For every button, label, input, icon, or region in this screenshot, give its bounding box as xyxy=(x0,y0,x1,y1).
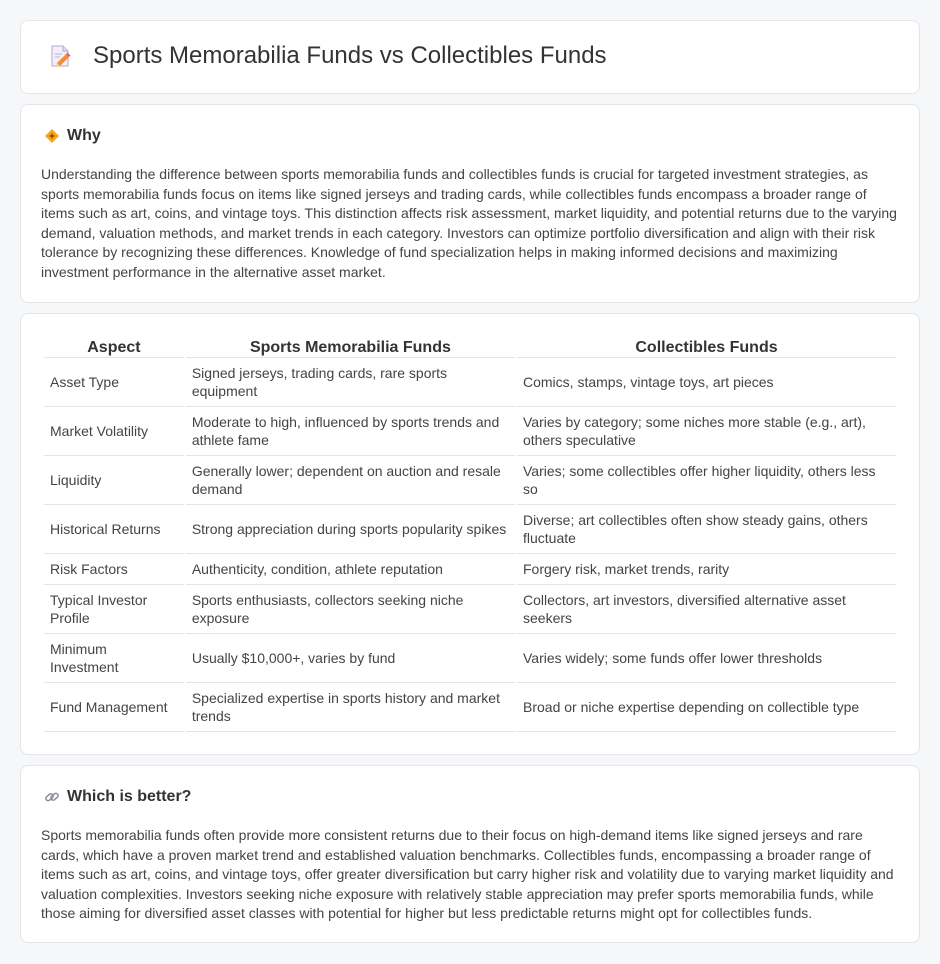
header-card xyxy=(20,20,920,94)
table-cell: Authenticity, condition, athlete reputation xyxy=(186,554,515,585)
table-cell: Fund Management xyxy=(44,683,184,732)
column-header: Sports Memorabilia Funds xyxy=(186,334,515,358)
why-section xyxy=(20,104,920,303)
table-cell: Usually $10,000+, varies by fund xyxy=(186,634,515,683)
table-cell: Varies; some collectibles offer higher liquidity, others less so xyxy=(517,456,896,505)
table-cell: Sports enthusiasts, collectors seeking niche exposure xyxy=(186,585,515,634)
table-row xyxy=(44,683,896,732)
table-cell: Specialized expertise in sports history and market trends xyxy=(186,683,515,732)
table-cell: Liquidity xyxy=(44,456,184,505)
table-row xyxy=(44,554,896,585)
table-cell: Risk Factors xyxy=(44,554,184,585)
table-row xyxy=(44,456,896,505)
table-row xyxy=(44,407,896,456)
table-header-row xyxy=(44,334,896,358)
column-header: Aspect xyxy=(44,334,184,358)
better-heading xyxy=(43,788,191,806)
table-cell: Minimum Investment xyxy=(44,634,184,683)
memo-pencil-icon xyxy=(45,41,75,71)
table-cell: Historical Returns xyxy=(44,505,184,554)
table-cell: Comics, stamps, vintage toys, art pieces xyxy=(517,358,896,407)
column-header: Collectibles Funds xyxy=(517,334,896,358)
table-cell: Varies widely; some funds offer lower thresholds xyxy=(517,634,896,683)
table-cell: Asset Type xyxy=(44,358,184,407)
table-cell: Forgery risk, market trends, rarity xyxy=(517,554,896,585)
comparison-table xyxy=(42,334,898,732)
why-title: Why xyxy=(67,127,101,144)
why-heading xyxy=(43,127,101,145)
better-title: Which is better? xyxy=(67,788,192,805)
table-row xyxy=(44,585,896,634)
comparison-table-card xyxy=(20,313,920,755)
table-cell: Signed jerseys, trading cards, rare sports equipment xyxy=(186,358,515,407)
table-cell: Moderate to high, influenced by sports trends and athlete fame xyxy=(186,407,515,456)
table-cell: Generally lower; dependent on auction and resale demand xyxy=(186,456,515,505)
which-is-better-section xyxy=(20,765,920,943)
title-row xyxy=(45,41,607,71)
table-row xyxy=(44,634,896,683)
why-paragraph: Understanding the difference between sports memorabilia funds and collectibles funds is crucial for targeted investment strategies, as sports memorabilia funds focus on items like signed jerseys and trading cards, while collectibles funds encompass a broader range of items such as art, coins, and vintage toys. This distinction affects risk assessment, market liquidity, and potential returns due to the varying demand, valuation methods, and market trends in each category. Investors can optimize portfolio diversification and align with their risk tolerance by recognizing these differences. Knowledge of fund specialization helps in making informed decisions and maximizing investment performance in the alternative asset market. xyxy=(41,166,897,280)
page-title: Sports Memorabilia Funds vs Collectibles Funds xyxy=(93,42,607,69)
table-row xyxy=(44,358,896,407)
better-paragraph: Sports memorabilia funds often provide more consistent returns due to their focus on high-demand items like signed jerseys and rare cards, which have a proven market trend and established valuation benchmarks. Collectibles funds, encompassing a broader range of items such as art, coins, and vintage toys, offer greater diversification but carry higher risk and volatility due to varying market liquidity and valuation complexities. Investors seeking niche exposure with relatively stable appreciation may prefer sports memorabilia funds, while those aiming for diversified asset classes with potential for higher but less predictable returns might opt for collectibles funds. xyxy=(41,827,894,921)
table-cell: Broad or niche expertise depending on collectible type xyxy=(517,683,896,732)
link-icon xyxy=(43,788,61,806)
table-cell: Typical Investor Profile xyxy=(44,585,184,634)
table-cell: Diverse; art collectibles often show steady gains, others fluctuate xyxy=(517,505,896,554)
table-cell: Collectors, art investors, diversified alternative asset seekers xyxy=(517,585,896,634)
table-row xyxy=(44,505,896,554)
table-cell: Strong appreciation during sports popularity spikes xyxy=(186,505,515,554)
table-cell: Market Volatility xyxy=(44,407,184,456)
diamond-warning-icon xyxy=(43,127,61,145)
table-cell: Varies by category; some niches more stable (e.g., art), others speculative xyxy=(517,407,896,456)
